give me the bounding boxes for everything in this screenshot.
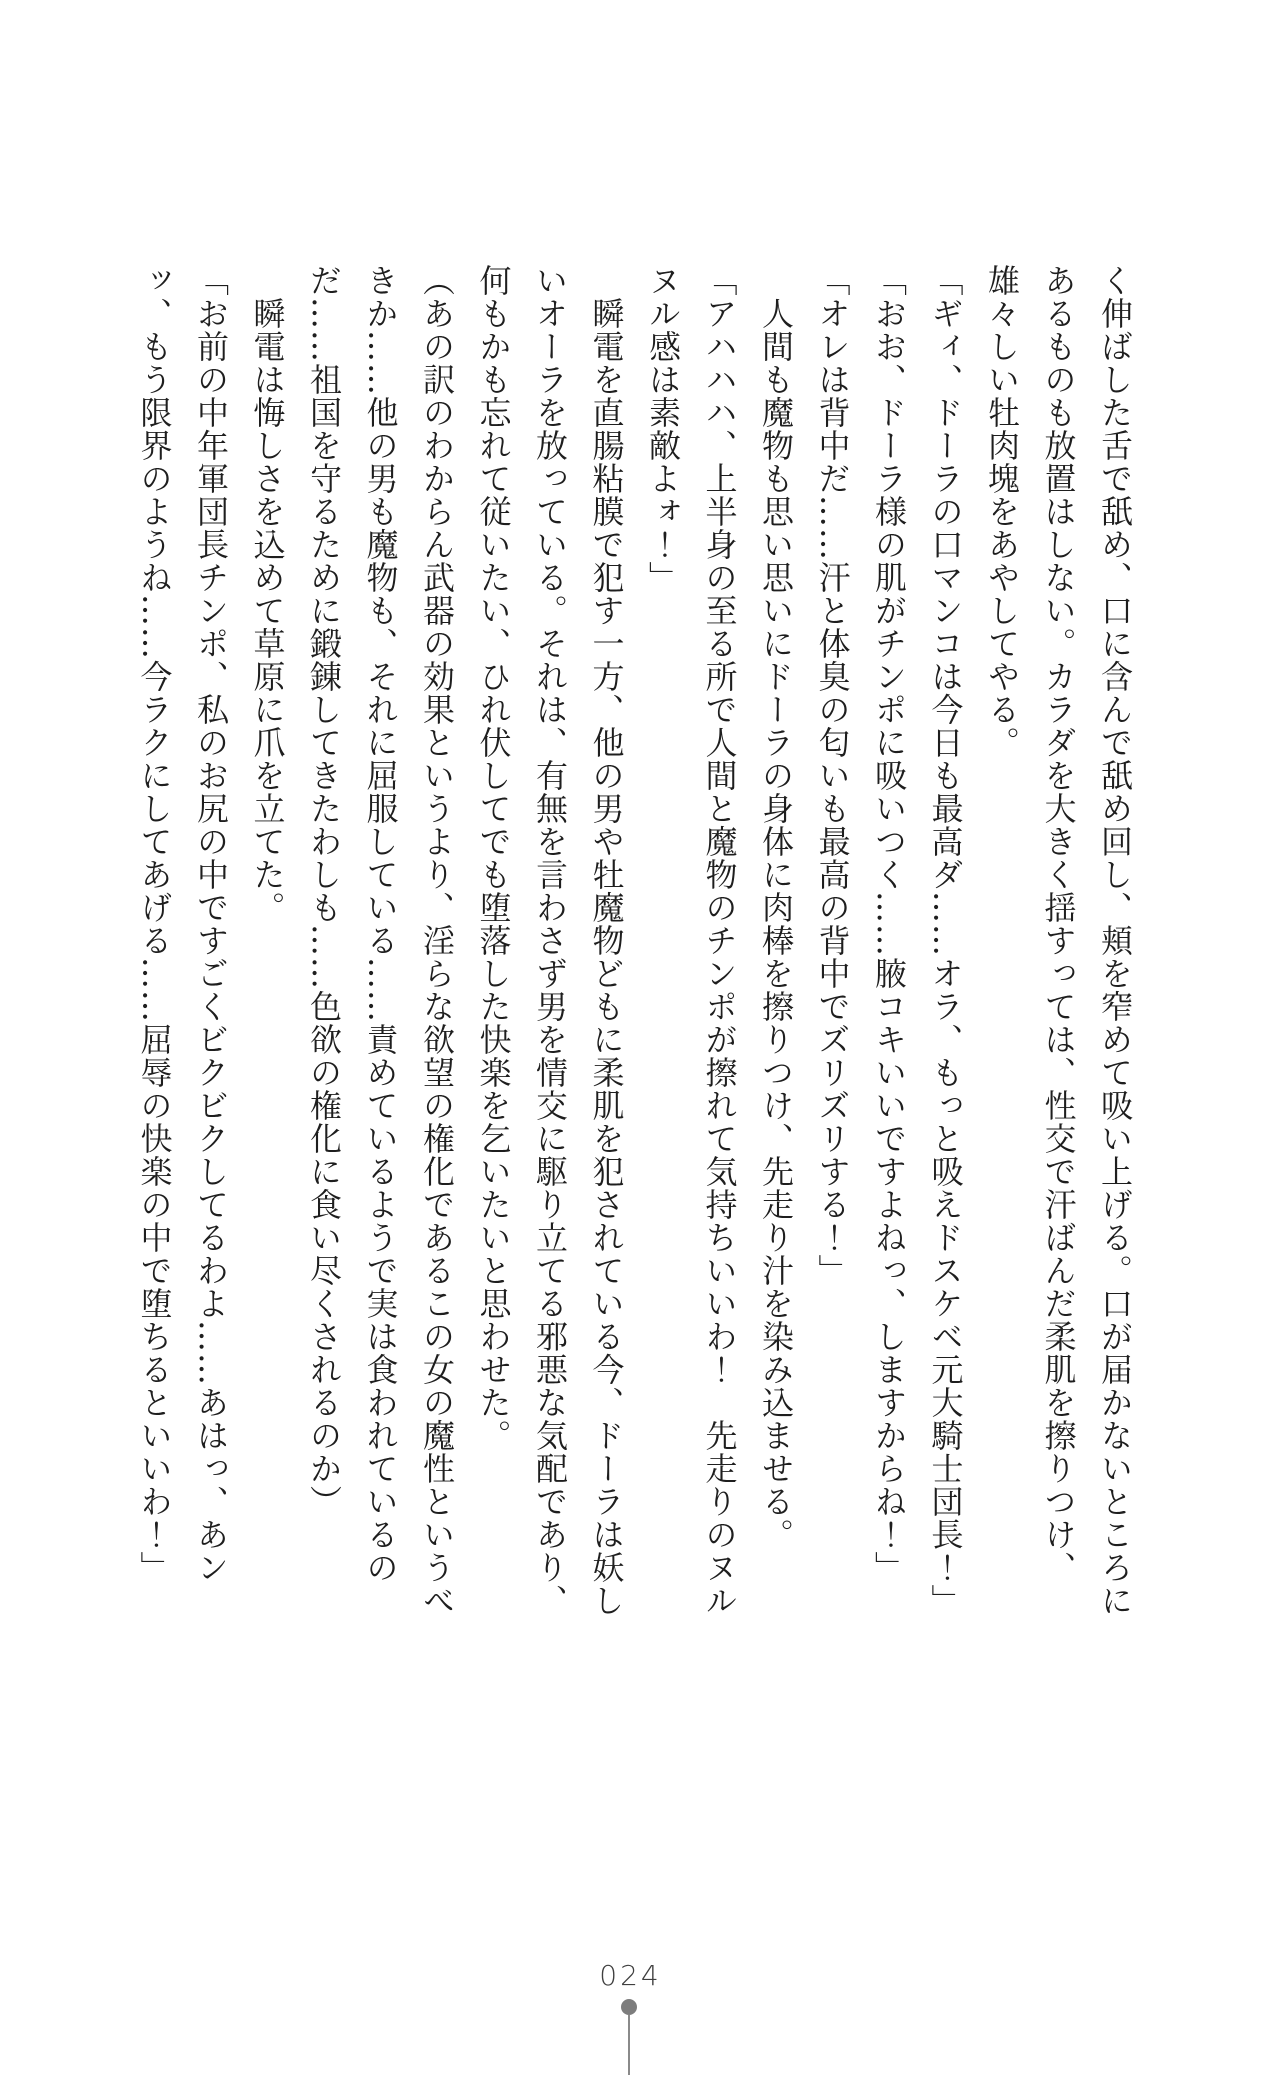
paragraph-inner-monologue: （あの訳のわからん武器の効果というより、淫らな欲望の権化であるこの女の魔性というべきか……他の男も魔物も、それに屈服している……責めているようで実は食われているのだ……祖国を守るために鍛錬してきたわしも……色欲の権化に食い尽くされるのか）: [305, 264, 456, 1617]
paragraph-narration-1: く伸ばした舌で舐め、口に含んで舐め回し、頬を窄めて吸い上げる。口が届かないところにあるものも放置はしない。カラダを大きく揺すっては、性交で汗ばんだ柔肌を擦りつけ、雄々しい牡肉塊をあやしてやる。: [983, 264, 1134, 1617]
paragraph-dialogue-4: 「アハハハ、上半身の至る所で人間と魔物のチンポが擦れて気持ちいいわ！ 先走りのヌルヌル感は素敵よォ！」: [644, 264, 739, 1617]
paragraph-narration-4: 瞬電は悔しさを込めて草原に爪を立てた。: [248, 264, 287, 924]
page-marker-dot: [621, 1999, 637, 2015]
paragraph-dialogue-2: 「おお、ドーラ様の肌がチンポに吸いつく……腋コキいいですよねっ、しますからね！」: [870, 264, 908, 1584]
page-footer: [584, 1959, 674, 2075]
paragraph-dialogue-3: 「オレは背中だ……汗と体臭の匂いも最高の背中でズリズリする！」: [813, 264, 852, 1287]
paragraph-narration-2: 人間も魔物も思い思いにドーラの身体に肉棒を擦りつけ、先走り汁を染み込ませる。: [757, 264, 795, 1551]
page-number: 024: [599, 1959, 662, 1992]
vertical-text-block: [126, 264, 1143, 1624]
paragraph-dialogue-1: 「ギィ、ドーラの口マンコは今日も最高ダ……オラ、もっと吸えドスケベ元大騎士団長！」: [926, 264, 965, 1617]
paragraph-narration-3: 瞬電を直腸粘膜で犯す一方、他の男や牡魔物どもに柔肌を犯されている今、ドーラは妖しいオーラを放っている。それは、有無を言わさず男を情交に駆り立てる邪悪な気配であり、何もかも忘れて従いたい、ひれ伏してでも堕落した快楽を乞いたいと思わせた。: [474, 264, 626, 1617]
page-marker-line: [628, 2015, 630, 2075]
paragraph-dialogue-5: 「お前の中年軍団長チンポ、私のお尻の中ですごくビクビクしてるわよ……あはっ、あンッ、もう限界のようね……今ラクにしてあげる……屈辱の快楽の中で堕ちるといいわ！」: [135, 264, 230, 1584]
